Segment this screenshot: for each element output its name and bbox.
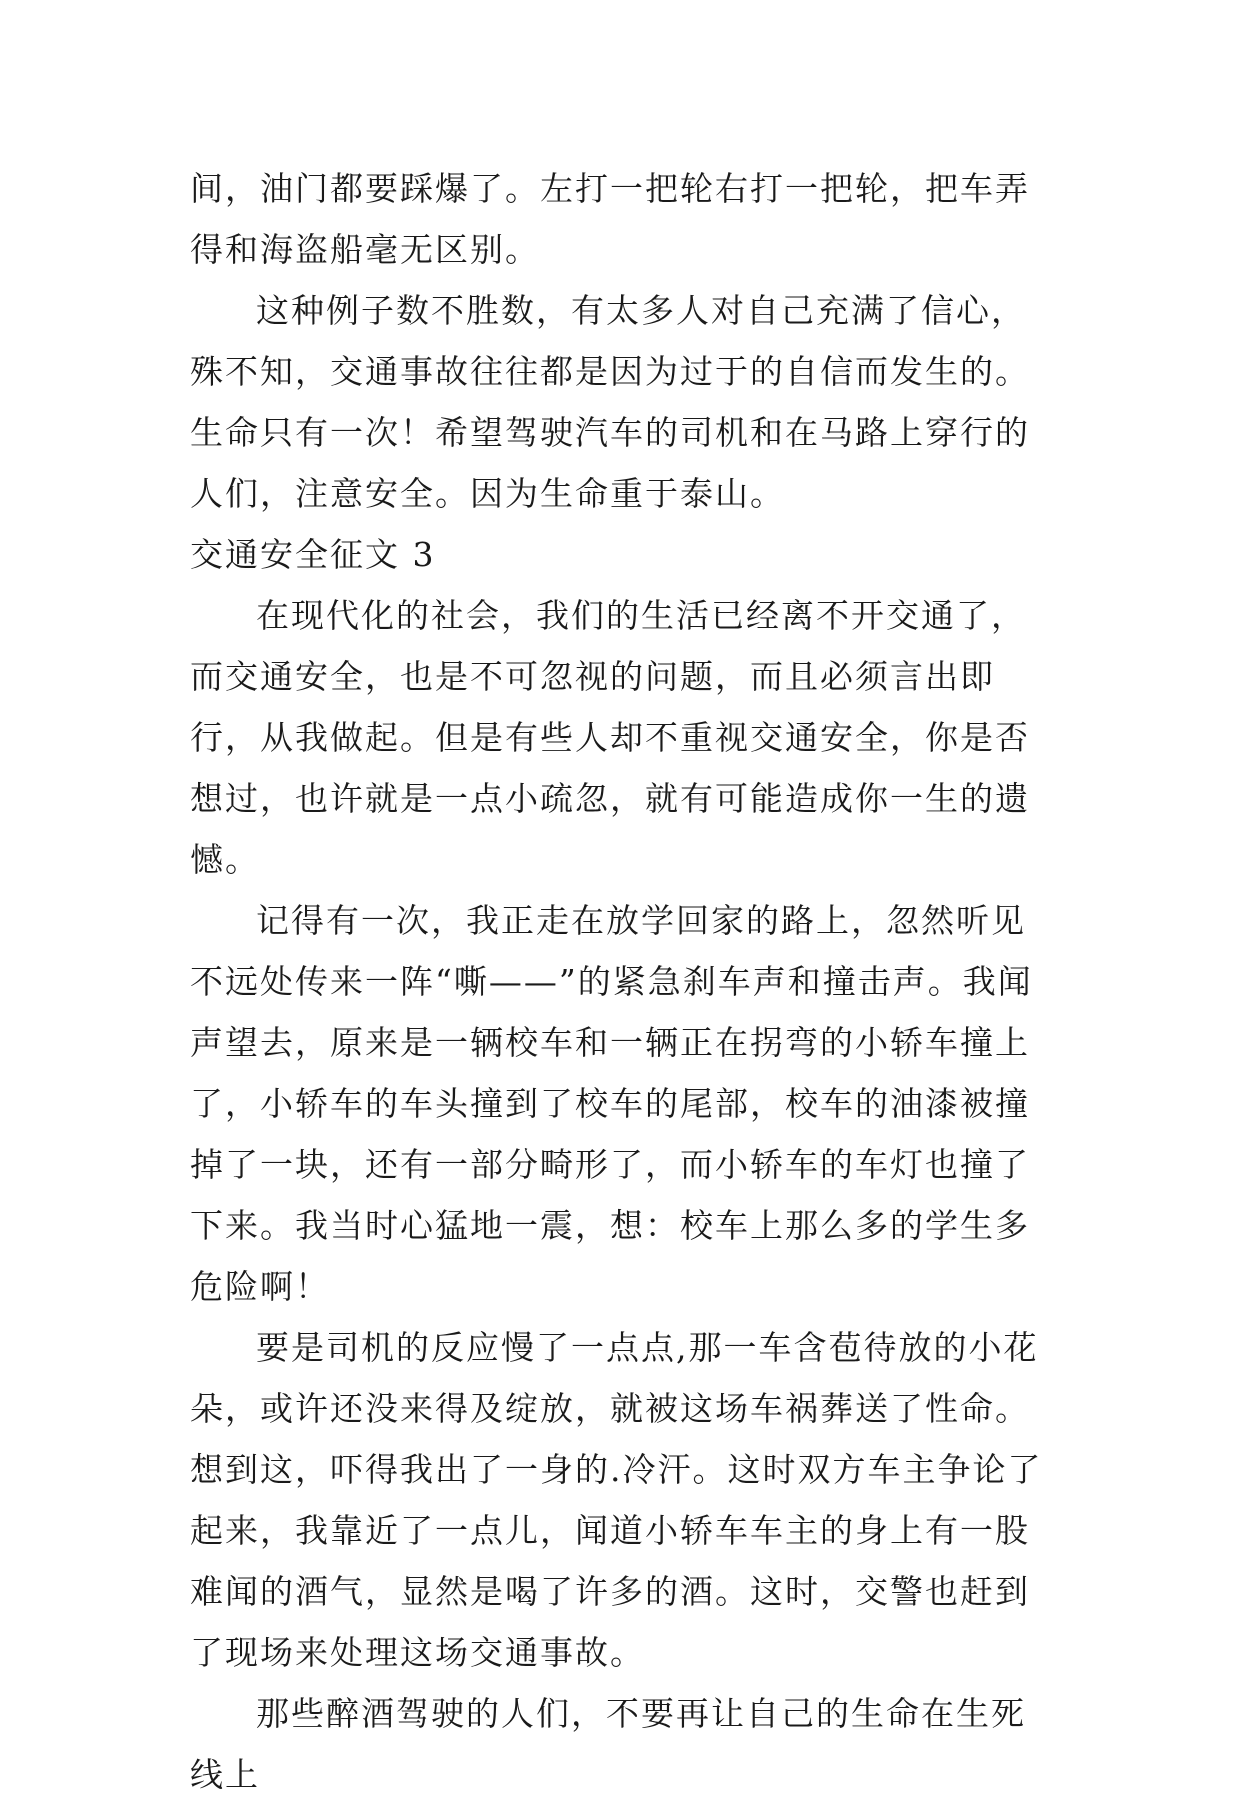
- paragraph: 记得有一次，我正走在放学回家的路上，忽然听见不远处传来一阵“嘶——”的紧急刹车声和撞击声。我闻声望去，原来是一辆校车和一辆正在拐弯的小轿车撞上了，小轿车的车头撞到了校车的尾部，校车的油漆被撞掉了一块，还有一部分畸形了，而小轿车的车灯也撞了下来。我当时心猛地一震，想：校车上那么多的学生多危险啊！: [190, 901, 1033, 1306]
- paragraph: 那些醉酒驾驶的人们，不要再让自己的生命在生死线上: [190, 1694, 1026, 1794]
- paragraph: 在现代化的社会，我们的生活已经离不开交通了，而交通安全，也是不可忽视的问题，而且必须言出即行，从我做起。但是有些人却不重视交通安全，你是否想过，也许就是一点小疏忽，就有可能造成你一生的遗憾。: [190, 596, 1030, 879]
- paragraph: 这种例子数不胜数，有太多人对自己充满了信心，殊不知，交通事故往往都是因为过于的自信而发生的。生命只有一次！希望驾驶汽车的司机和在马路上穿行的人们，注意安全。因为生命重于泰山。: [190, 291, 1030, 513]
- paragraph-continuation: 间，油门都要踩爆了。左打一把轮右打一把轮，把车弄得和海盗船毫无区别。: [190, 169, 1030, 269]
- section-heading: 交通安全征文 3: [190, 535, 436, 574]
- document-body: [190, 158, 1060, 1805]
- paragraph: 要是司机的反应慢了一点点,那一车含苞待放的小花朵，或许还没来得及绽放，就被这场车祸葬送了性命。想到这，吓得我出了一身的.冷汗。这时双方车主争论了起来，我靠近了一点儿，闻道小轿车车主的身上有一股难闻的酒气，显然是喝了许多的酒。这时，交警也赶到了现场来处理这场交通事故。: [190, 1328, 1043, 1672]
